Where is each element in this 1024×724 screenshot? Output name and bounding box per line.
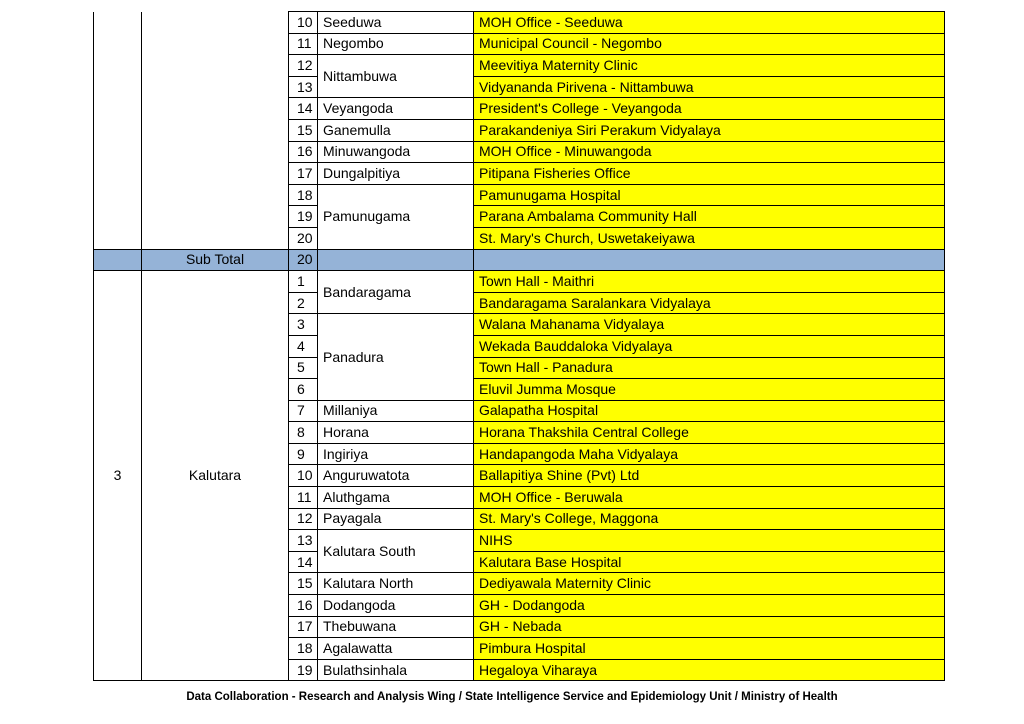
- moh-area: Dodangoda: [318, 595, 474, 617]
- vaccination-centres-table: [93, 11, 946, 681]
- row-number: 3: [289, 314, 318, 336]
- centre-name: Meevitiya Maternity Clinic: [474, 55, 945, 77]
- moh-area: Minuwangoda: [318, 141, 474, 163]
- row-number: 9: [289, 443, 318, 465]
- row-number: 5: [289, 357, 318, 379]
- row-number: 6: [289, 379, 318, 401]
- row-number: 1: [289, 271, 318, 293]
- row-number: 19: [289, 659, 318, 681]
- table-row: [94, 12, 946, 34]
- centre-name: Dediyawala Maternity Clinic: [474, 573, 945, 595]
- moh-area: Kalutara South: [318, 530, 474, 573]
- row-number: 17: [289, 616, 318, 638]
- moh-area: Dungalpitiya: [318, 163, 474, 185]
- moh-area: Aluthgama: [318, 487, 474, 509]
- centre-name: Vidyananda Pirivena - Nittambuwa: [474, 76, 945, 98]
- centre-name: MOH Office - Beruwala: [474, 487, 945, 509]
- row-number: 15: [289, 573, 318, 595]
- district-name: Kalutara: [142, 271, 289, 681]
- province-cell: [94, 12, 142, 250]
- centre-name: St. Mary's Church, Uswetakeiyawa: [474, 227, 945, 249]
- row-number: 19: [289, 206, 318, 228]
- row-number: 18: [289, 184, 318, 206]
- centre-name: MOH Office - Minuwangoda: [474, 141, 945, 163]
- moh-area: Pamunugama: [318, 184, 474, 249]
- moh-area: Millaniya: [318, 400, 474, 422]
- moh-area: Payagala: [318, 508, 474, 530]
- centre-name: President's College - Veyangoda: [474, 98, 945, 120]
- centre-name: Town Hall - Maithri: [474, 271, 945, 293]
- row-number: 16: [289, 595, 318, 617]
- centre-name: St. Mary's College, Maggona: [474, 508, 945, 530]
- centre-name: Ballapitiya Shine (Pvt) Ltd: [474, 465, 945, 487]
- centre-name: Walana Mahanama Vidyalaya: [474, 314, 945, 336]
- subtotal-count: 20: [289, 249, 318, 271]
- moh-area: Horana: [318, 422, 474, 444]
- centre-name: Kalutara Base Hospital: [474, 551, 945, 573]
- moh-area: Thebuwana: [318, 616, 474, 638]
- row-number: 16: [289, 141, 318, 163]
- centre-name: Galapatha Hospital: [474, 400, 945, 422]
- page-footer: Data Collaboration - Research and Analysis Wing / State Intelligence Service and Epidemiology Unit / Ministry of Health: [186, 691, 838, 703]
- moh-area: Bulathsinhala: [318, 659, 474, 681]
- row-number: 10: [289, 465, 318, 487]
- centre-name: Pamunugama Hospital: [474, 184, 945, 206]
- centre-name: GH - Nebada: [474, 616, 945, 638]
- row-number: 10: [289, 12, 318, 34]
- row-number: 7: [289, 400, 318, 422]
- centre-name: Eluvil Jumma Mosque: [474, 379, 945, 401]
- subtotal-row: [94, 249, 946, 271]
- row-number: 14: [289, 551, 318, 573]
- centre-name: Bandaragama Saralankara Vidyalaya: [474, 292, 945, 314]
- row-number: 17: [289, 163, 318, 185]
- row-number: 2: [289, 292, 318, 314]
- row-number: 11: [289, 487, 318, 509]
- centre-name: Hegaloya Viharaya: [474, 659, 945, 681]
- subtotal-label: Sub Total: [142, 249, 289, 271]
- centre-name: Wekada Bauddaloka Vidyalaya: [474, 335, 945, 357]
- row-number: 4: [289, 335, 318, 357]
- moh-area: Bandaragama: [318, 271, 474, 314]
- centre-name: Pimbura Hospital: [474, 638, 945, 660]
- row-number: 8: [289, 422, 318, 444]
- centre-name: Parana Ambalama Community Hall: [474, 206, 945, 228]
- moh-area: Anguruwatota: [318, 465, 474, 487]
- moh-area: Ganemulla: [318, 119, 474, 141]
- centre-name: Municipal Council - Negombo: [474, 33, 945, 55]
- province-number: 3: [94, 271, 142, 681]
- row-number: 12: [289, 508, 318, 530]
- moh-area: Seeduwa: [318, 12, 474, 34]
- centre-name: GH - Dodangoda: [474, 595, 945, 617]
- moh-area: Ingiriya: [318, 443, 474, 465]
- row-number: 15: [289, 119, 318, 141]
- centre-name: Handapangoda Maha Vidyalaya: [474, 443, 945, 465]
- moh-area: Nittambuwa: [318, 55, 474, 98]
- centre-name: NIHS: [474, 530, 945, 552]
- table-row: [94, 271, 946, 293]
- centre-name: Pitipana Fisheries Office: [474, 163, 945, 185]
- district-cell: [142, 12, 289, 250]
- row-number: 13: [289, 530, 318, 552]
- row-number: 13: [289, 76, 318, 98]
- moh-area: Veyangoda: [318, 98, 474, 120]
- moh-area: Kalutara North: [318, 573, 474, 595]
- centre-name: MOH Office - Seeduwa: [474, 12, 945, 34]
- centre-name: Town Hall - Panadura: [474, 357, 945, 379]
- row-number: 20: [289, 227, 318, 249]
- centre-name: Horana Thakshila Central College: [474, 422, 945, 444]
- row-number: 18: [289, 638, 318, 660]
- moh-area: Negombo: [318, 33, 474, 55]
- row-number: 11: [289, 33, 318, 55]
- row-number: 14: [289, 98, 318, 120]
- row-number: 12: [289, 55, 318, 77]
- moh-area: Agalawatta: [318, 638, 474, 660]
- centre-name: Parakandeniya Siri Perakum Vidyalaya: [474, 119, 945, 141]
- moh-area: Panadura: [318, 314, 474, 400]
